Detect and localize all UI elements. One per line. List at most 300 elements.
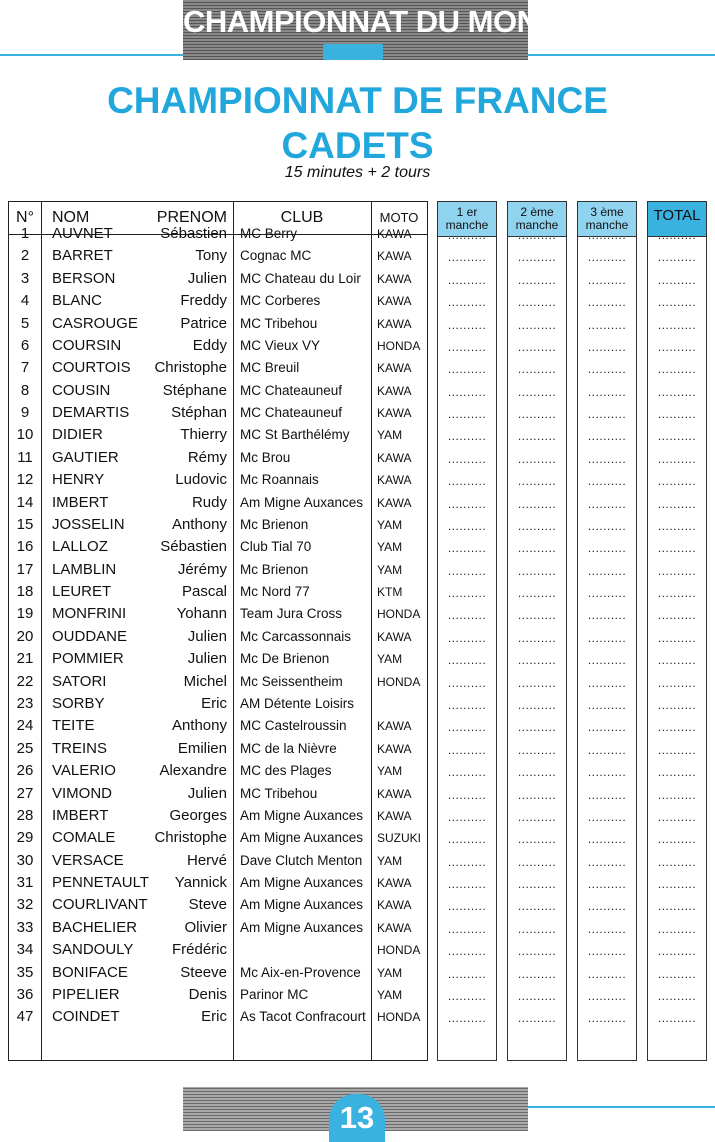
rider-number: 15 [16, 515, 34, 533]
rider-nom: VIMOND [52, 784, 112, 802]
race-format: 15 minutes + 2 tours [284, 164, 431, 181]
score-field[interactable]: .......... [447, 384, 487, 399]
rider-moto: KAWA [377, 786, 412, 801]
score-field[interactable]: .......... [657, 362, 697, 377]
score-field[interactable]: .......... [517, 921, 557, 936]
score-field[interactable]: .......... [517, 697, 557, 712]
rider-number: 9 [20, 404, 30, 422]
score-field[interactable]: .......... [587, 877, 627, 892]
rider-club: Mc Carcassonnais [240, 628, 352, 644]
rider-club: Am Migne Auxances [240, 897, 364, 913]
rider-moto: KAWA [377, 406, 412, 421]
score-field[interactable]: .......... [447, 451, 487, 466]
score-field[interactable]: .......... [657, 407, 697, 422]
score-field[interactable]: .......... [447, 429, 487, 444]
rider-club: Mc Nord 77 [240, 584, 310, 600]
score-field[interactable]: .......... [657, 295, 697, 310]
rider-nom: AUVNET [52, 225, 113, 242]
score-field[interactable]: .......... [517, 720, 557, 735]
score-field[interactable]: .......... [447, 362, 487, 377]
manche-3-label: 3 ème [590, 205, 624, 219]
rider-number: 23 [16, 694, 34, 712]
rider-club: As Tacot Confracourt [240, 1009, 366, 1025]
score-field[interactable]: .......... [657, 496, 697, 511]
score-field[interactable]: .......... [657, 944, 697, 959]
score-field[interactable]: .......... [657, 563, 697, 578]
score-field[interactable]: .......... [447, 899, 487, 914]
rider-number: 20 [16, 627, 34, 645]
rider-number: 47 [16, 1008, 34, 1026]
score-field[interactable]: .......... [517, 429, 557, 444]
rider-moto: YAM [377, 517, 403, 532]
score-field[interactable]: .......... [447, 854, 487, 869]
rider-club: Mc Roannais [240, 472, 319, 488]
score-field[interactable]: .......... [447, 877, 487, 892]
rider-moto: KAWA [377, 719, 412, 734]
score-field[interactable]: .......... [657, 787, 697, 802]
rider-number: 21 [16, 650, 34, 668]
rider-club: Am Migne Auxances [240, 875, 364, 891]
rider-moto: YAM [377, 987, 403, 1002]
rider-moto: KAWA [377, 473, 412, 488]
rider-prenom: Jérémy [177, 560, 227, 578]
rider-prenom: Ludovic [175, 471, 227, 489]
score-field[interactable]: .......... [657, 720, 697, 735]
score-field[interactable]: .......... [447, 339, 487, 354]
score-field[interactable]: .......... [447, 832, 487, 847]
score-field[interactable]: .......... [447, 228, 487, 242]
table-row [9, 827, 427, 849]
score-field[interactable]: .......... [657, 630, 697, 645]
score-field[interactable]: .......... [517, 384, 557, 399]
rider-nom: BLANC [52, 292, 103, 310]
rider-nom: OUDDANE [52, 627, 128, 645]
manche-2-column [507, 201, 567, 1061]
score-field[interactable]: .......... [447, 586, 487, 601]
score-field[interactable]: .......... [587, 697, 627, 712]
manche-3-sublabel: manche [585, 218, 629, 232]
table-row [9, 492, 427, 514]
rider-moto: YAM [377, 764, 403, 779]
score-field[interactable]: .......... [587, 384, 627, 399]
rider-nom: COURSIN [52, 336, 122, 354]
score-field[interactable]: .......... [587, 854, 627, 869]
table-row [9, 357, 427, 379]
rider-prenom: Eric [201, 694, 227, 712]
score-field[interactable]: .......... [657, 429, 697, 444]
header-prenom: PRENOM [156, 209, 227, 226]
rider-prenom: Stéphan [171, 404, 227, 422]
rider-nom: HENRY [52, 471, 105, 489]
rider-prenom: Frédéric [171, 941, 227, 959]
score-field[interactable]: .......... [517, 407, 557, 422]
table-row [9, 984, 427, 1006]
table-row [9, 424, 427, 446]
manche-1-sublabel: manche [445, 218, 489, 232]
rider-club: Mc Seissentheim [240, 673, 343, 689]
rider-number: 27 [16, 784, 34, 802]
rider-prenom: Michel [183, 672, 227, 690]
score-field[interactable]: .......... [517, 944, 557, 959]
rider-number: 29 [16, 829, 34, 847]
score-field[interactable]: .......... [447, 720, 487, 735]
score-field[interactable]: .......... [517, 317, 557, 332]
rider-prenom: Yannick [174, 874, 227, 892]
rider-prenom: Pascal [181, 583, 227, 601]
score-field[interactable]: .......... [517, 250, 557, 265]
score-field[interactable]: .......... [657, 765, 697, 780]
score-field[interactable]: .......... [447, 407, 487, 422]
rider-prenom: Hervé [186, 851, 227, 869]
score-field[interactable]: .......... [517, 541, 557, 556]
rider-moto: YAM [377, 652, 403, 667]
score-field[interactable]: .......... [657, 966, 697, 981]
score-field[interactable]: .......... [447, 988, 487, 1003]
rider-moto: KAWA [377, 450, 412, 465]
score-field[interactable]: .......... [587, 809, 627, 824]
score-field[interactable]: .......... [447, 765, 487, 780]
page-number: 13 [329, 1094, 385, 1142]
score-field[interactable]: .......... [657, 877, 697, 892]
score-field[interactable]: .......... [517, 988, 557, 1003]
score-field[interactable]: .......... [447, 250, 487, 265]
total-header: TOTAL [648, 202, 706, 237]
rider-moto: HONDA [377, 943, 421, 958]
score-field[interactable]: .......... [517, 272, 557, 287]
score-field[interactable]: .......... [517, 675, 557, 690]
rider-nom: LALLOZ [52, 538, 108, 556]
score-field[interactable]: .......... [587, 1011, 627, 1026]
score-field[interactable]: .......... [587, 765, 627, 780]
rider-club: MC St Barthélémy [240, 427, 350, 443]
score-field[interactable]: .......... [517, 787, 557, 802]
header-num: N° [16, 209, 34, 226]
table-row [9, 581, 427, 603]
rider-nom: BERSON [52, 269, 116, 287]
score-field[interactable]: .......... [657, 586, 697, 601]
score-field[interactable]: .......... [517, 362, 557, 377]
score-field[interactable]: .......... [517, 474, 557, 489]
score-field[interactable]: .......... [587, 988, 627, 1003]
score-field[interactable]: .......... [587, 944, 627, 959]
rider-table [8, 201, 428, 1061]
rider-number: 30 [16, 851, 34, 869]
rider-prenom: Stéphane [162, 381, 227, 399]
score-field[interactable]: .......... [587, 787, 627, 802]
score-field[interactable]: .......... [587, 630, 627, 645]
score-field[interactable]: .......... [517, 765, 557, 780]
score-field[interactable]: .......... [587, 295, 627, 310]
score-field[interactable]: .......... [587, 742, 627, 757]
score-field[interactable]: .......... [517, 877, 557, 892]
score-field[interactable]: .......... [447, 787, 487, 802]
score-field[interactable]: .......... [517, 899, 557, 914]
score-field[interactable]: .......... [587, 474, 627, 489]
score-field[interactable]: .......... [587, 720, 627, 735]
score-field[interactable]: .......... [587, 339, 627, 354]
score-field[interactable]: .......... [517, 608, 557, 623]
rider-moto: KAWA [377, 629, 412, 644]
rider-moto: KTM [377, 585, 403, 600]
rider-moto: KAWA [377, 316, 412, 331]
score-field[interactable]: .......... [587, 228, 627, 242]
footer-rule [528, 1106, 715, 1108]
table-row [9, 760, 427, 782]
table-row [9, 805, 427, 827]
score-field[interactable]: .......... [587, 250, 627, 265]
rider-moto: KAWA [377, 741, 412, 756]
rider-prenom: Yohann [176, 605, 227, 623]
rider-nom: COURLIVANT [52, 896, 148, 914]
rider-number: 24 [16, 717, 34, 735]
table-row [9, 223, 427, 245]
rider-club: Parinor MC [240, 986, 309, 1002]
rider-moto: HONDA [377, 338, 421, 353]
rider-number: 18 [16, 583, 34, 601]
table-row [9, 245, 427, 267]
score-field[interactable]: .......... [447, 272, 487, 287]
rider-number: 28 [16, 806, 34, 824]
score-field[interactable]: .......... [587, 586, 627, 601]
table-row [9, 268, 427, 290]
table-row [9, 917, 427, 939]
rider-club: MC de la Nièvre [240, 740, 337, 756]
score-field[interactable]: .......... [657, 1011, 697, 1026]
table-row [9, 559, 427, 581]
rider-nom: DIDIER [52, 426, 103, 444]
rider-club: MC Vieux VY [240, 337, 321, 353]
rider-moto: KAWA [377, 361, 412, 376]
rider-club: MC Berry [240, 226, 297, 241]
score-field[interactable]: .......... [517, 339, 557, 354]
rider-nom: SATORI [52, 672, 107, 690]
score-field[interactable]: .......... [657, 384, 697, 399]
rider-number: 22 [16, 672, 34, 690]
rider-moto: KAWA [377, 808, 412, 823]
score-field[interactable]: .......... [517, 742, 557, 757]
score-field[interactable]: .......... [447, 742, 487, 757]
rider-number: 34 [16, 941, 34, 959]
rider-moto: KAWA [377, 249, 412, 264]
score-field[interactable]: .......... [587, 451, 627, 466]
score-field[interactable]: .......... [517, 630, 557, 645]
rider-moto: HONDA [377, 674, 421, 689]
score-field[interactable]: .......... [657, 608, 697, 623]
rider-club: Am Migne Auxances [240, 494, 364, 510]
score-field[interactable]: .......... [517, 809, 557, 824]
score-field[interactable]: .......... [447, 317, 487, 332]
score-field[interactable]: .......... [657, 339, 697, 354]
rider-nom: MONFRINI [52, 605, 127, 623]
rider-number: 5 [20, 314, 30, 332]
banner-rule-right [528, 54, 715, 56]
rider-moto: YAM [377, 853, 403, 868]
score-field[interactable]: .......... [517, 586, 557, 601]
score-field[interactable]: .......... [587, 966, 627, 981]
score-field[interactable]: .......... [587, 921, 627, 936]
score-field[interactable]: .......... [657, 474, 697, 489]
score-field[interactable]: .......... [587, 429, 627, 444]
score-field[interactable]: .......... [657, 675, 697, 690]
rider-club: Am Migne Auxances [240, 830, 364, 846]
score-field[interactable]: .......... [587, 317, 627, 332]
table-row [9, 447, 427, 469]
score-field[interactable]: .......... [447, 608, 487, 623]
score-field[interactable]: .......... [447, 496, 487, 511]
rider-moto: YAM [377, 562, 403, 577]
score-field[interactable]: .......... [657, 854, 697, 869]
rider-nom: IMBERT [52, 806, 109, 824]
rider-club: Club Tial 70 [240, 539, 312, 555]
score-field[interactable]: .......... [587, 675, 627, 690]
score-field[interactable]: .......... [447, 921, 487, 936]
rider-nom: SORBY [52, 694, 105, 712]
score-field[interactable]: .......... [587, 832, 627, 847]
rider-moto: KAWA [377, 920, 412, 935]
manche-1-label: 1 er [456, 205, 478, 219]
score-field[interactable]: .......... [517, 1011, 557, 1026]
rider-prenom: Eddy [192, 336, 227, 354]
rider-nom: DEMARTIS [52, 404, 130, 422]
score-field[interactable]: .......... [447, 697, 487, 712]
score-field[interactable]: .......... [657, 518, 697, 533]
manche-1-column [437, 201, 497, 1061]
rider-prenom: Steve [188, 896, 227, 914]
table-row [9, 469, 427, 491]
rider-nom: CASROUGE [52, 314, 138, 332]
score-field[interactable]: .......... [657, 228, 697, 242]
rider-club: MC Breuil [240, 360, 300, 376]
score-field[interactable]: .......... [447, 653, 487, 668]
rider-number: 25 [16, 739, 34, 757]
score-field[interactable]: .......... [657, 988, 697, 1003]
score-field[interactable]: .......... [447, 675, 487, 690]
score-field[interactable]: .......... [657, 742, 697, 757]
rider-prenom: Rudy [191, 493, 227, 511]
score-field[interactable]: .......... [517, 228, 557, 242]
score-field[interactable]: .......... [657, 921, 697, 936]
table-row [9, 648, 427, 670]
rider-nom: PIPELIER [52, 985, 120, 1003]
score-field[interactable]: .......... [587, 608, 627, 623]
rider-nom: SANDOULY [52, 941, 134, 959]
score-field[interactable]: .......... [517, 854, 557, 869]
score-field[interactable]: .......... [587, 362, 627, 377]
header-club: CLUB [280, 209, 324, 226]
score-field[interactable]: .......... [517, 966, 557, 981]
rider-number: 3 [20, 269, 30, 287]
rider-prenom: Emilien [177, 739, 227, 757]
score-field[interactable]: .......... [517, 451, 557, 466]
rider-prenom: Anthony [171, 717, 227, 735]
rider-club: Am Migne Auxances [240, 919, 364, 935]
rider-number: 14 [16, 493, 34, 511]
score-field[interactable]: .......... [517, 518, 557, 533]
rider-moto: YAM [377, 428, 403, 443]
rider-number: 17 [16, 560, 34, 578]
rider-nom: JOSSELIN [52, 515, 125, 533]
score-field[interactable]: .......... [657, 317, 697, 332]
score-field[interactable]: .......... [657, 653, 697, 668]
rider-club: MC Chateauneuf [240, 405, 343, 421]
score-field[interactable]: .......... [657, 541, 697, 556]
score-field[interactable]: .......... [517, 295, 557, 310]
score-field[interactable]: .......... [447, 541, 487, 556]
banner-rule-left [0, 54, 183, 56]
score-field[interactable]: .......... [587, 496, 627, 511]
manche-2-label: 2 ème [520, 205, 554, 219]
rider-moto: KAWA [377, 876, 412, 891]
score-field[interactable]: .......... [447, 809, 487, 824]
score-field[interactable]: .......... [517, 653, 557, 668]
rider-nom: TREINS [52, 739, 108, 757]
rider-moto: KAWA [377, 495, 412, 510]
score-field[interactable]: .......... [447, 630, 487, 645]
score-field[interactable]: .......... [517, 563, 557, 578]
score-field[interactable]: .......... [587, 563, 627, 578]
rider-number: 4 [20, 292, 30, 310]
rider-club: Mc Brienon [240, 516, 309, 532]
score-field[interactable]: .......... [447, 966, 487, 981]
score-field[interactable]: .......... [447, 563, 487, 578]
score-field[interactable]: .......... [517, 832, 557, 847]
table-row [9, 939, 427, 961]
score-field[interactable]: .......... [447, 295, 487, 310]
rider-number: 10 [16, 426, 34, 444]
score-field[interactable]: .......... [587, 541, 627, 556]
score-field[interactable]: .......... [657, 697, 697, 712]
score-field[interactable]: .......... [447, 944, 487, 959]
rider-number: 2 [20, 247, 30, 265]
rider-club: MC Tribehou [240, 785, 318, 801]
rider-moto: HONDA [377, 607, 421, 622]
score-field[interactable]: .......... [587, 272, 627, 287]
rider-club: Team Jura Cross [240, 606, 343, 622]
header-nom: NOM [52, 209, 90, 226]
score-field[interactable]: .......... [657, 250, 697, 265]
table-row [9, 402, 427, 424]
score-field[interactable]: .......... [447, 474, 487, 489]
score-field[interactable]: .......... [447, 1011, 487, 1026]
score-field[interactable]: .......... [657, 832, 697, 847]
score-field[interactable]: .......... [587, 899, 627, 914]
score-field[interactable]: .......... [587, 407, 627, 422]
rider-prenom: Anthony [171, 515, 227, 533]
rider-prenom: Georges [169, 806, 227, 824]
rider-nom: IMBERT [52, 493, 109, 511]
rider-moto: KAWA [377, 898, 412, 913]
rider-number: 36 [16, 985, 34, 1003]
table-row [9, 626, 427, 648]
table-row [9, 738, 427, 760]
table-row [9, 536, 427, 558]
rider-number: 12 [16, 471, 34, 489]
score-field[interactable]: .......... [587, 653, 627, 668]
score-field[interactable]: .......... [657, 809, 697, 824]
rider-number: 33 [16, 918, 34, 936]
score-field[interactable]: .......... [517, 496, 557, 511]
rider-prenom: Thierry [180, 426, 227, 444]
rider-club: Cognac MC [240, 248, 312, 264]
rider-moto: SUZUKI [377, 831, 422, 846]
manche-3-column [577, 201, 637, 1061]
score-field[interactable]: .......... [447, 518, 487, 533]
score-field[interactable]: .......... [657, 272, 697, 287]
score-field[interactable]: .......... [587, 518, 627, 533]
score-field[interactable]: .......... [657, 451, 697, 466]
score-field[interactable]: .......... [657, 899, 697, 914]
table-row [9, 335, 427, 357]
